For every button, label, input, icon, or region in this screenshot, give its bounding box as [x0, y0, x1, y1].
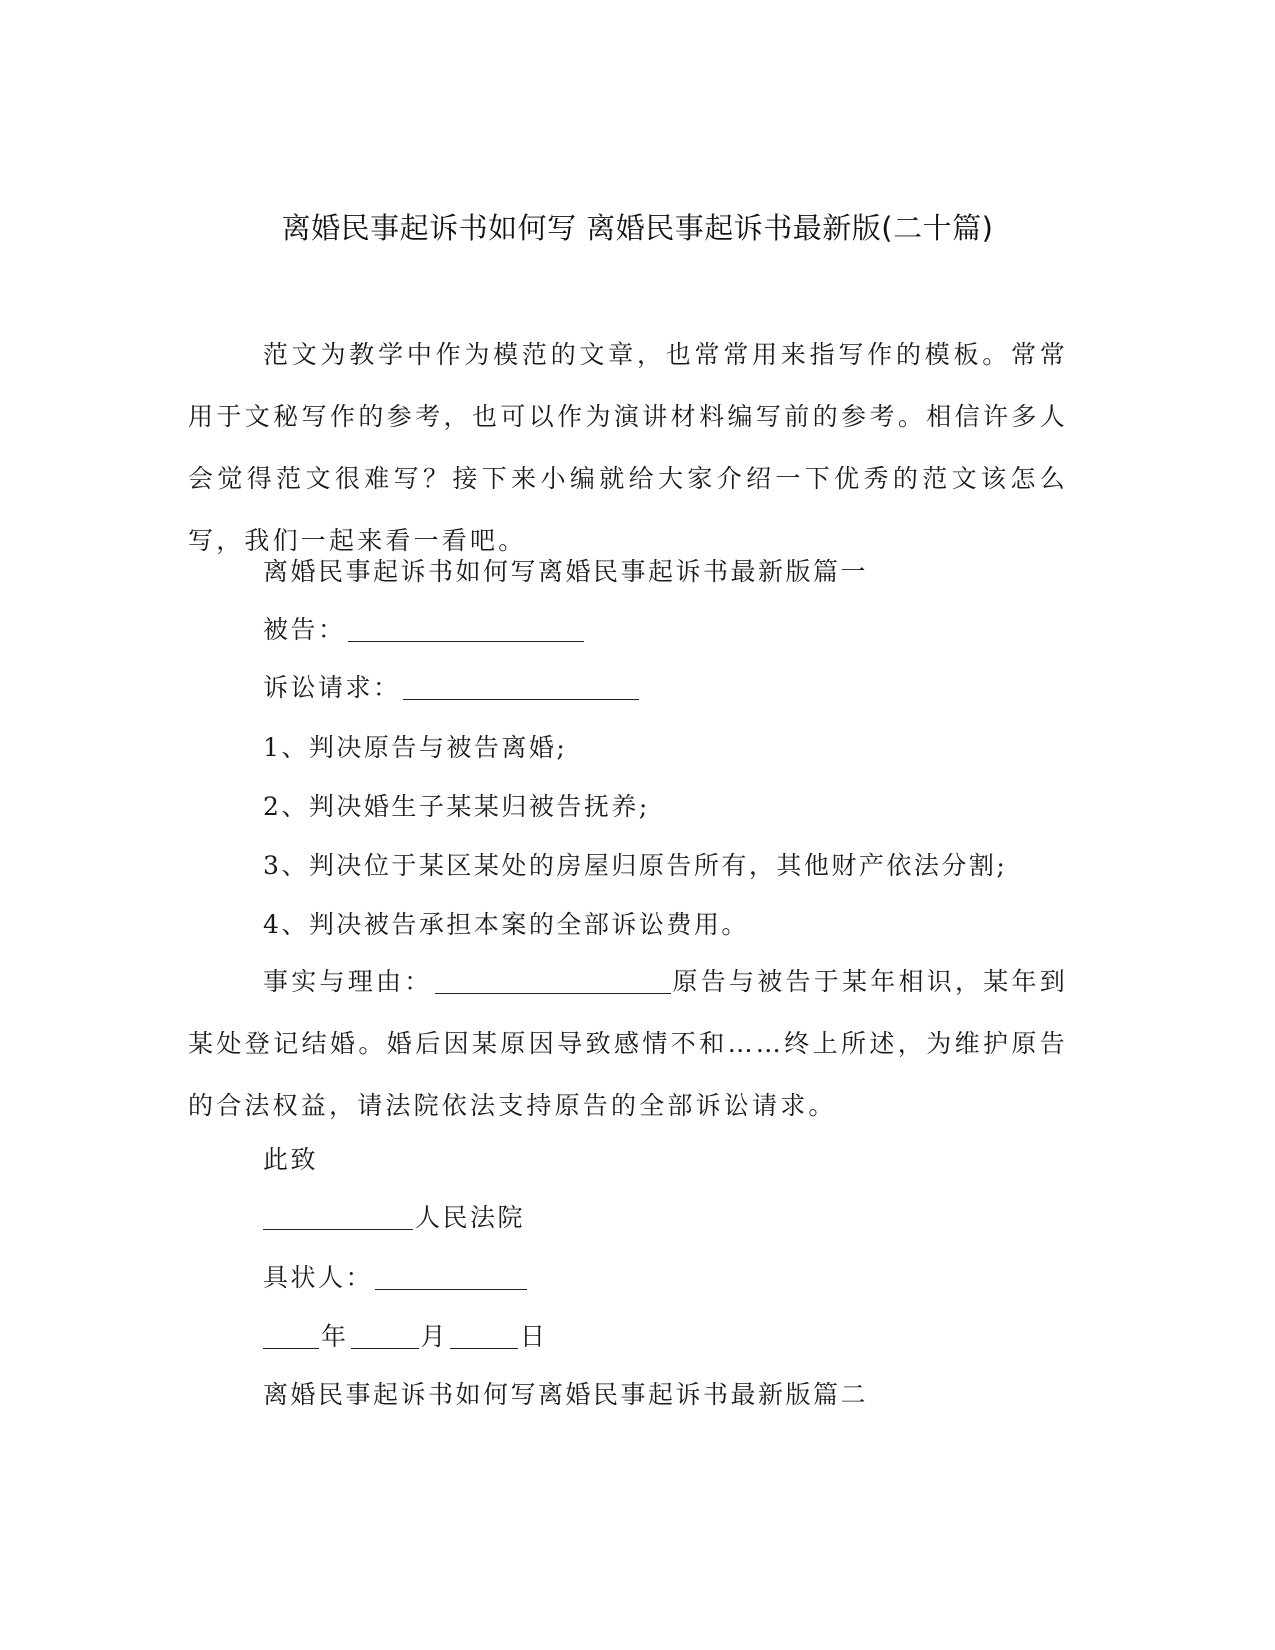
- facts-paragraph: [188, 951, 1068, 1137]
- signer-blank: [375, 1263, 527, 1290]
- facts-blank: [435, 967, 671, 994]
- claims-label: 诉讼请求：: [263, 673, 401, 702]
- court-suffix: 人民法院: [415, 1203, 526, 1232]
- month-blank: [351, 1322, 419, 1349]
- court-blank: [263, 1203, 413, 1230]
- court-line: [263, 1201, 525, 1235]
- facts-text: 原告与被告于某年相识，某年到某处登记结婚。婚后因某原因导致感情不和……终上所述，为维护原告的合法权益，请法院依法支持原告的全部诉讼请求。: [188, 967, 1068, 1120]
- date-day: 日: [520, 1322, 548, 1351]
- section-heading-1: 离婚民事起诉书如何写离婚民事起诉书最新版篇一: [263, 557, 869, 586]
- signer-label: 具状人：: [263, 1263, 374, 1292]
- day-blank: [450, 1322, 518, 1349]
- claims-line: [263, 671, 641, 705]
- date-month: 月: [420, 1322, 449, 1351]
- claim-item: 1、判决原告与被告离婚;: [263, 733, 568, 762]
- closing-text: 此致: [263, 1145, 319, 1174]
- date-line: [263, 1320, 548, 1354]
- defendant-label: 被告：: [263, 615, 346, 644]
- claim-item: 2、判决婚生子某某归被告抚养;: [263, 792, 650, 821]
- section-heading-2: 离婚民事起诉书如何写离婚民事起诉书最新版篇二: [263, 1380, 869, 1409]
- facts-label: 事实与理由：: [263, 967, 433, 996]
- signer-line: [263, 1261, 529, 1295]
- claim-item: 4、判决被告承担本案的全部诉讼费用。: [263, 910, 749, 939]
- defendant-line: [263, 613, 586, 647]
- date-year: 年: [321, 1322, 349, 1351]
- year-blank: [263, 1322, 319, 1349]
- page-title: 离婚民事起诉书如何写 离婚民事起诉书最新版(二十篇): [281, 211, 994, 245]
- defendant-blank: [348, 615, 584, 642]
- claims-blank: [403, 673, 639, 700]
- claim-item: 3、判决位于某区某处的房屋归原告所有，其他财产依法分割;: [263, 851, 1008, 880]
- intro-paragraph: 范文为教学中作为模范的文章，也常常用来指写作的模板。常常用于文秘写作的参考，也可以作为演讲材料编写前的参考。相信许多人会觉得范文很难写？接下来小编就给大家介绍一下优秀的范文该怎么写，我们一起来看一看吧。: [188, 340, 1068, 555]
